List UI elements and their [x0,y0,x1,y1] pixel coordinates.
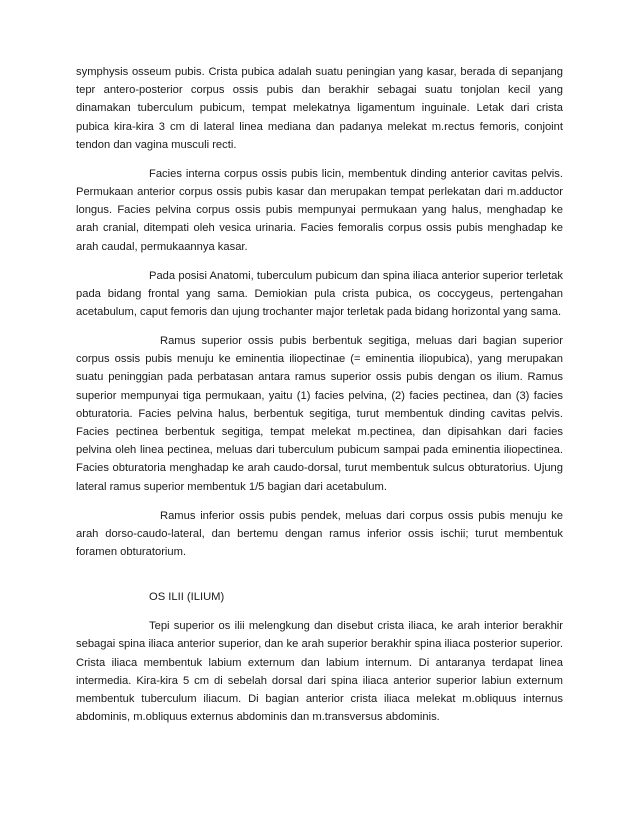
paragraph-facies-interna: Facies interna corpus ossis pubis licin, membentuk dinding anterior cavitas pelvis. Permukaan anterior corpus ossis pubis kasar dan merupakan tempat perlekatan dari m.adductor longus. Facies pelvina corpus ossis pubis mempunyai permukaan yang halus, menghadap ke arah cranial, ditempati oleh vesica urinaria. Facies femoralis corpus ossis pubis menghadap ke arah caudal, permukaannya kasar. [76,167,563,253]
section-heading-os-ilii: OS ILII (ILIUM) [149,591,225,604]
paragraph-ramus-superior: Ramus superior ossis pubis berbentuk segitiga, meluas dari bagian superior corpus ossis pubis menuju ke eminentia iliopectinae (= eminentia iliopubica), yang merupakan suatu peninggian pada perbatasan antara ramus superior ossis pubis dengan os ilium. Ramus superior mempunyai tiga permukaan, yaitu (1) facies pelvina, (2) facies pectinea, dan (3) facies obturatoria. Facies pelvina halus, berbentuk segitiga, turut membentuk dinding cavitas pelvis. Facies pectinea berbentuk segitiga, tempat melekat m.pectinea, dan dipisahkan dari facies pelvina oleh linea pectinea, meluas dari tuberculum pubicum sampai pada eminentia iliopectinea. Facies obturatoria menghadap ke arah caudo-dorsal, turut membentuk sulcus obturatorius. Ujung lateral ramus superior membentuk 1/5 bagian dari acetabulum. [76,335,563,493]
paragraph-crista-pubica: symphysis osseum pubis. Crista pubica adalah suatu peningian yang kasar, berada di sepanjang tepr antero-posterior corpus ossis pubis dan berakhir sebagai suatu tonjolan kecil yang dinamakan tuberculum pubicum, tempat melekatnya ligamentum inguinale. Letak dari crista pubica kira-kira 3 cm di lateral linea mediana dan padanya melekat m.rectus femoris, conjoint tendon dan vagina musculi recti. [76,66,563,151]
paragraph-posisi-anatomi: Pada posisi Anatomi, tuberculum pubicum dan spina iliaca anterior superior terletak pada bidang frontal yang sama. Demiokian pula crista pubica, os coccygeus, pertengahan acetabulum, caput femoris dan ujung trochanter major terletak pada bidang horizontal yang sama. [76,269,563,319]
paragraph-tepi-superior: Tepi superior os ilii melengkung dan disebut crista iliaca, ke arah interior berakhir sebagai spina iliaca anterior superior, dan ke arah superior berakhir spina iliaca posterior superior. Crista iliaca membentuk labium externum dan labium internum. Di antaranya terdapat linea intermedia. Kira-kira 5 cm di sebelah dorsal dari spina iliaca anterior superior labiun externum membentuk tuberculum iliacum. Di bagian anterior crista iliaca melekat m.obliquus internus abdominis, m.obliquus externus abdominis dan m.transversus abdominis. [76,620,563,724]
document-page [76,63,563,737]
paragraph-ramus-inferior: Ramus inferior ossis pubis pendek, meluas dari corpus ossis pubis menuju ke arah dorso-caudo-lateral, dan bertemu dengan ramus inferior ossis ischii; turut membentuk foramen obturatorium. [76,509,563,559]
